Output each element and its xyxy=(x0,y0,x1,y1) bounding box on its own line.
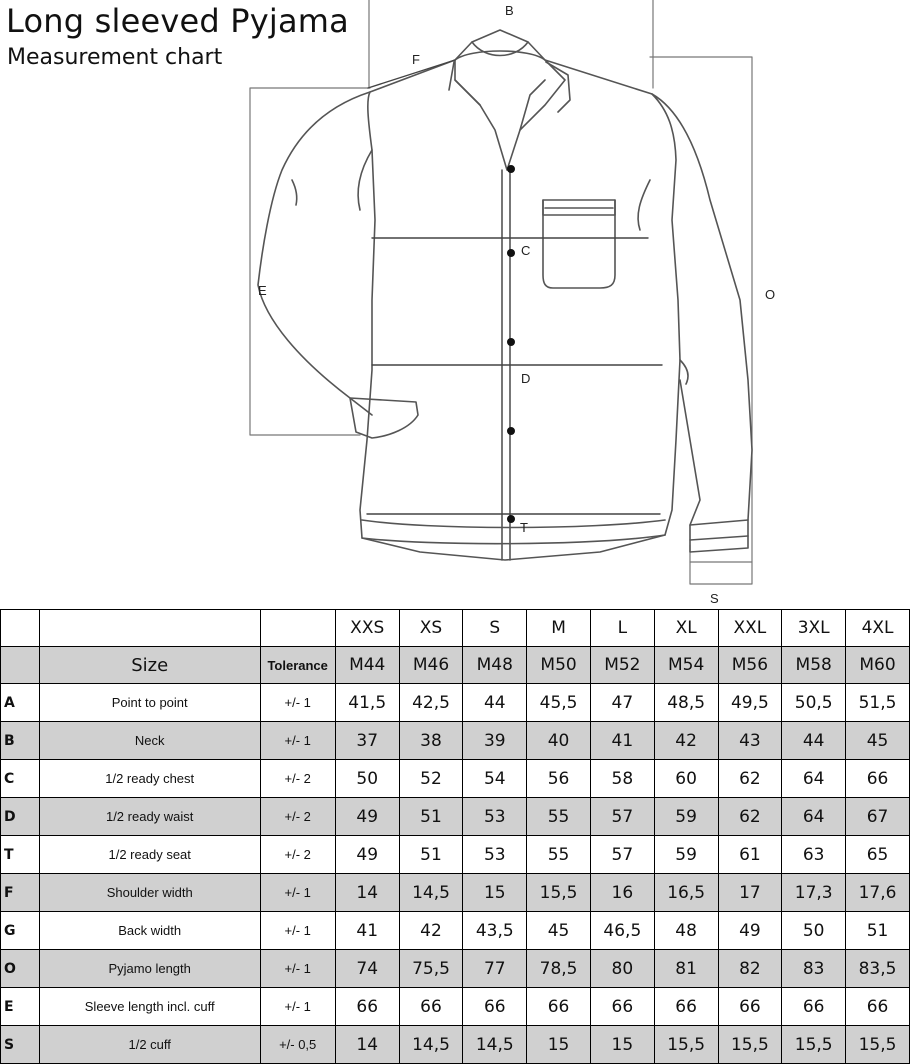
page-subtitle: Measurement chart xyxy=(7,45,223,70)
measurement-value: 66 xyxy=(463,988,527,1026)
letter-size-header: M xyxy=(527,610,591,647)
measurement-name: 1/2 ready waist xyxy=(39,798,260,836)
measurement-value: 14,5 xyxy=(399,874,463,912)
measurement-value: 53 xyxy=(463,798,527,836)
numeric-size-header: M50 xyxy=(527,647,591,684)
measurement-value: 43 xyxy=(718,722,782,760)
numeric-size-header: M44 xyxy=(335,647,399,684)
measurement-value: 50 xyxy=(782,912,846,950)
numeric-size-header: M58 xyxy=(782,647,846,684)
diagram-label-o: O xyxy=(765,287,776,302)
measurement-tolerance: +/- 2 xyxy=(260,798,335,836)
diagram-label-t: T xyxy=(520,520,528,535)
measurement-name: 1/2 ready chest xyxy=(39,760,260,798)
measurement-value: 45 xyxy=(846,722,910,760)
measurement-value: 43,5 xyxy=(463,912,527,950)
measurement-letter: G xyxy=(1,912,40,950)
measurement-value: 38 xyxy=(399,722,463,760)
measurement-value: 15 xyxy=(463,874,527,912)
measurement-value: 44 xyxy=(463,684,527,722)
letter-size-header: XXL xyxy=(718,610,782,647)
diagram-label-d: D xyxy=(521,371,531,386)
measurement-value: 49 xyxy=(335,798,399,836)
measurement-value: 51 xyxy=(399,798,463,836)
empty-cell xyxy=(39,610,260,647)
table-row xyxy=(1,950,910,988)
numeric-size-row xyxy=(1,647,910,684)
measurement-value: 51,5 xyxy=(846,684,910,722)
measurement-value: 42 xyxy=(654,722,718,760)
letter-size-header: XXS xyxy=(335,610,399,647)
measurement-letter: O xyxy=(1,950,40,988)
measurement-value: 41 xyxy=(335,912,399,950)
measurement-tolerance: +/- 1 xyxy=(260,988,335,1026)
measurement-letter: A xyxy=(1,684,40,722)
measurement-value: 59 xyxy=(654,798,718,836)
measurement-value: 55 xyxy=(527,836,591,874)
measurement-value: 66 xyxy=(335,988,399,1026)
measurement-tolerance: +/- 2 xyxy=(260,836,335,874)
numeric-size-header: M54 xyxy=(654,647,718,684)
measurement-value: 49,5 xyxy=(718,684,782,722)
measurement-letter: T xyxy=(1,836,40,874)
measurement-value: 77 xyxy=(463,950,527,988)
measurement-value: 66 xyxy=(399,988,463,1026)
measurement-value: 63 xyxy=(782,836,846,874)
measurement-value: 83,5 xyxy=(846,950,910,988)
measurement-value: 15,5 xyxy=(846,1026,910,1064)
measurement-value: 50,5 xyxy=(782,684,846,722)
empty-cell xyxy=(1,610,40,647)
table-row xyxy=(1,874,910,912)
measurement-value: 48 xyxy=(654,912,718,950)
measurement-value: 61 xyxy=(718,836,782,874)
measurement-tolerance: +/- 1 xyxy=(260,684,335,722)
measurement-value: 41 xyxy=(590,722,654,760)
letter-size-header: 3XL xyxy=(782,610,846,647)
measurement-value: 62 xyxy=(718,798,782,836)
diagram-label-s: S xyxy=(710,591,719,605)
measurement-letter: S xyxy=(1,1026,40,1064)
measurement-value: 14,5 xyxy=(463,1026,527,1064)
table-row xyxy=(1,836,910,874)
empty-cell xyxy=(260,610,335,647)
measurement-value: 40 xyxy=(527,722,591,760)
size-label: Size xyxy=(39,647,260,684)
measurement-value: 54 xyxy=(463,760,527,798)
measurement-name: Neck xyxy=(39,722,260,760)
measurement-value: 66 xyxy=(654,988,718,1026)
measurement-value: 14,5 xyxy=(399,1026,463,1064)
letter-size-header: 4XL xyxy=(846,610,910,647)
measurement-value: 66 xyxy=(846,988,910,1026)
table-row xyxy=(1,760,910,798)
measurement-value: 74 xyxy=(335,950,399,988)
measurement-value: 78,5 xyxy=(527,950,591,988)
measurement-value: 58 xyxy=(590,760,654,798)
measurement-value: 15,5 xyxy=(654,1026,718,1064)
measurement-value: 14 xyxy=(335,874,399,912)
measurement-value: 15,5 xyxy=(782,1026,846,1064)
measurement-value: 50 xyxy=(335,760,399,798)
measurement-value: 64 xyxy=(782,760,846,798)
measurement-value: 15,5 xyxy=(718,1026,782,1064)
measurement-letter: F xyxy=(1,874,40,912)
table-row xyxy=(1,912,910,950)
numeric-size-header: M48 xyxy=(463,647,527,684)
measurement-value: 45,5 xyxy=(527,684,591,722)
measurement-value: 52 xyxy=(399,760,463,798)
diagram-label-e: E xyxy=(258,283,267,298)
measurement-value: 42 xyxy=(399,912,463,950)
measurement-value: 51 xyxy=(846,912,910,950)
measurement-value: 14 xyxy=(335,1026,399,1064)
table-row xyxy=(1,798,910,836)
measurement-name: Pyjamo length xyxy=(39,950,260,988)
letter-size-header: S xyxy=(463,610,527,647)
diagram-label-f: F xyxy=(412,52,420,67)
measurement-value: 16 xyxy=(590,874,654,912)
measurement-value: 65 xyxy=(846,836,910,874)
measurement-value: 82 xyxy=(718,950,782,988)
measurement-name: Sleeve length incl. cuff xyxy=(39,988,260,1026)
measurement-value: 57 xyxy=(590,798,654,836)
measurement-letter: E xyxy=(1,988,40,1026)
page-title: Long sleeved Pyjama xyxy=(6,2,349,40)
measurement-value: 15,5 xyxy=(527,874,591,912)
measurement-value: 42,5 xyxy=(399,684,463,722)
measurement-value: 49 xyxy=(718,912,782,950)
diagram-label-c: C xyxy=(521,243,531,258)
measurement-value: 59 xyxy=(654,836,718,874)
letter-size-header: XS xyxy=(399,610,463,647)
measurement-value: 60 xyxy=(654,760,718,798)
measurement-name: Point to point xyxy=(39,684,260,722)
measurement-value: 15 xyxy=(590,1026,654,1064)
measurement-letter: C xyxy=(1,760,40,798)
measurement-value: 80 xyxy=(590,950,654,988)
measurement-name: Shoulder width xyxy=(39,874,260,912)
numeric-size-header: M52 xyxy=(590,647,654,684)
measurement-value: 62 xyxy=(718,760,782,798)
measurement-letter: B xyxy=(1,722,40,760)
numeric-size-header: M56 xyxy=(718,647,782,684)
measurement-value: 41,5 xyxy=(335,684,399,722)
measurement-value: 49 xyxy=(335,836,399,874)
letter-size-header: XL xyxy=(654,610,718,647)
numeric-size-header: M60 xyxy=(846,647,910,684)
measurement-value: 51 xyxy=(399,836,463,874)
measurement-value: 66 xyxy=(782,988,846,1026)
measurement-value: 66 xyxy=(590,988,654,1026)
measurement-value: 46,5 xyxy=(590,912,654,950)
measurement-tolerance: +/- 0,5 xyxy=(260,1026,335,1064)
measurement-value: 17,3 xyxy=(782,874,846,912)
measurement-tolerance: +/- 1 xyxy=(260,912,335,950)
measurement-value: 53 xyxy=(463,836,527,874)
measurement-value: 17,6 xyxy=(846,874,910,912)
measurement-value: 45 xyxy=(527,912,591,950)
tolerance-label: Tolerance xyxy=(260,647,335,684)
measurement-name: 1/2 ready seat xyxy=(39,836,260,874)
measurement-value: 57 xyxy=(590,836,654,874)
table-row xyxy=(1,684,910,722)
table-row xyxy=(1,988,910,1026)
measurement-letter: D xyxy=(1,798,40,836)
numeric-size-header: M46 xyxy=(399,647,463,684)
measurement-name: 1/2 cuff xyxy=(39,1026,260,1064)
measurement-value: 47 xyxy=(590,684,654,722)
measurement-tolerance: +/- 2 xyxy=(260,760,335,798)
measurement-tolerance: +/- 1 xyxy=(260,950,335,988)
measurement-value: 16,5 xyxy=(654,874,718,912)
measurement-value: 67 xyxy=(846,798,910,836)
measurement-value: 66 xyxy=(527,988,591,1026)
measurement-value: 17 xyxy=(718,874,782,912)
table-row xyxy=(1,722,910,760)
letter-size-header: L xyxy=(590,610,654,647)
measurement-value: 66 xyxy=(846,760,910,798)
measurement-value: 37 xyxy=(335,722,399,760)
measurement-value: 66 xyxy=(718,988,782,1026)
measurement-value: 75,5 xyxy=(399,950,463,988)
empty-cell xyxy=(1,647,40,684)
measurement-tolerance: +/- 1 xyxy=(260,722,335,760)
measurement-value: 48,5 xyxy=(654,684,718,722)
measurement-value: 55 xyxy=(527,798,591,836)
diagram-label-b: B xyxy=(505,3,514,18)
measurement-value: 39 xyxy=(463,722,527,760)
measurement-value: 56 xyxy=(527,760,591,798)
measurement-value: 81 xyxy=(654,950,718,988)
measurement-name: Back width xyxy=(39,912,260,950)
measurement-value: 83 xyxy=(782,950,846,988)
measurement-value: 64 xyxy=(782,798,846,836)
measurement-table-body xyxy=(1,610,910,1064)
table-row xyxy=(1,1026,910,1064)
measurement-table xyxy=(0,609,910,1064)
measurement-value: 44 xyxy=(782,722,846,760)
letter-size-row xyxy=(1,610,910,647)
measurement-value: 15 xyxy=(527,1026,591,1064)
measurement-tolerance: +/- 1 xyxy=(260,874,335,912)
